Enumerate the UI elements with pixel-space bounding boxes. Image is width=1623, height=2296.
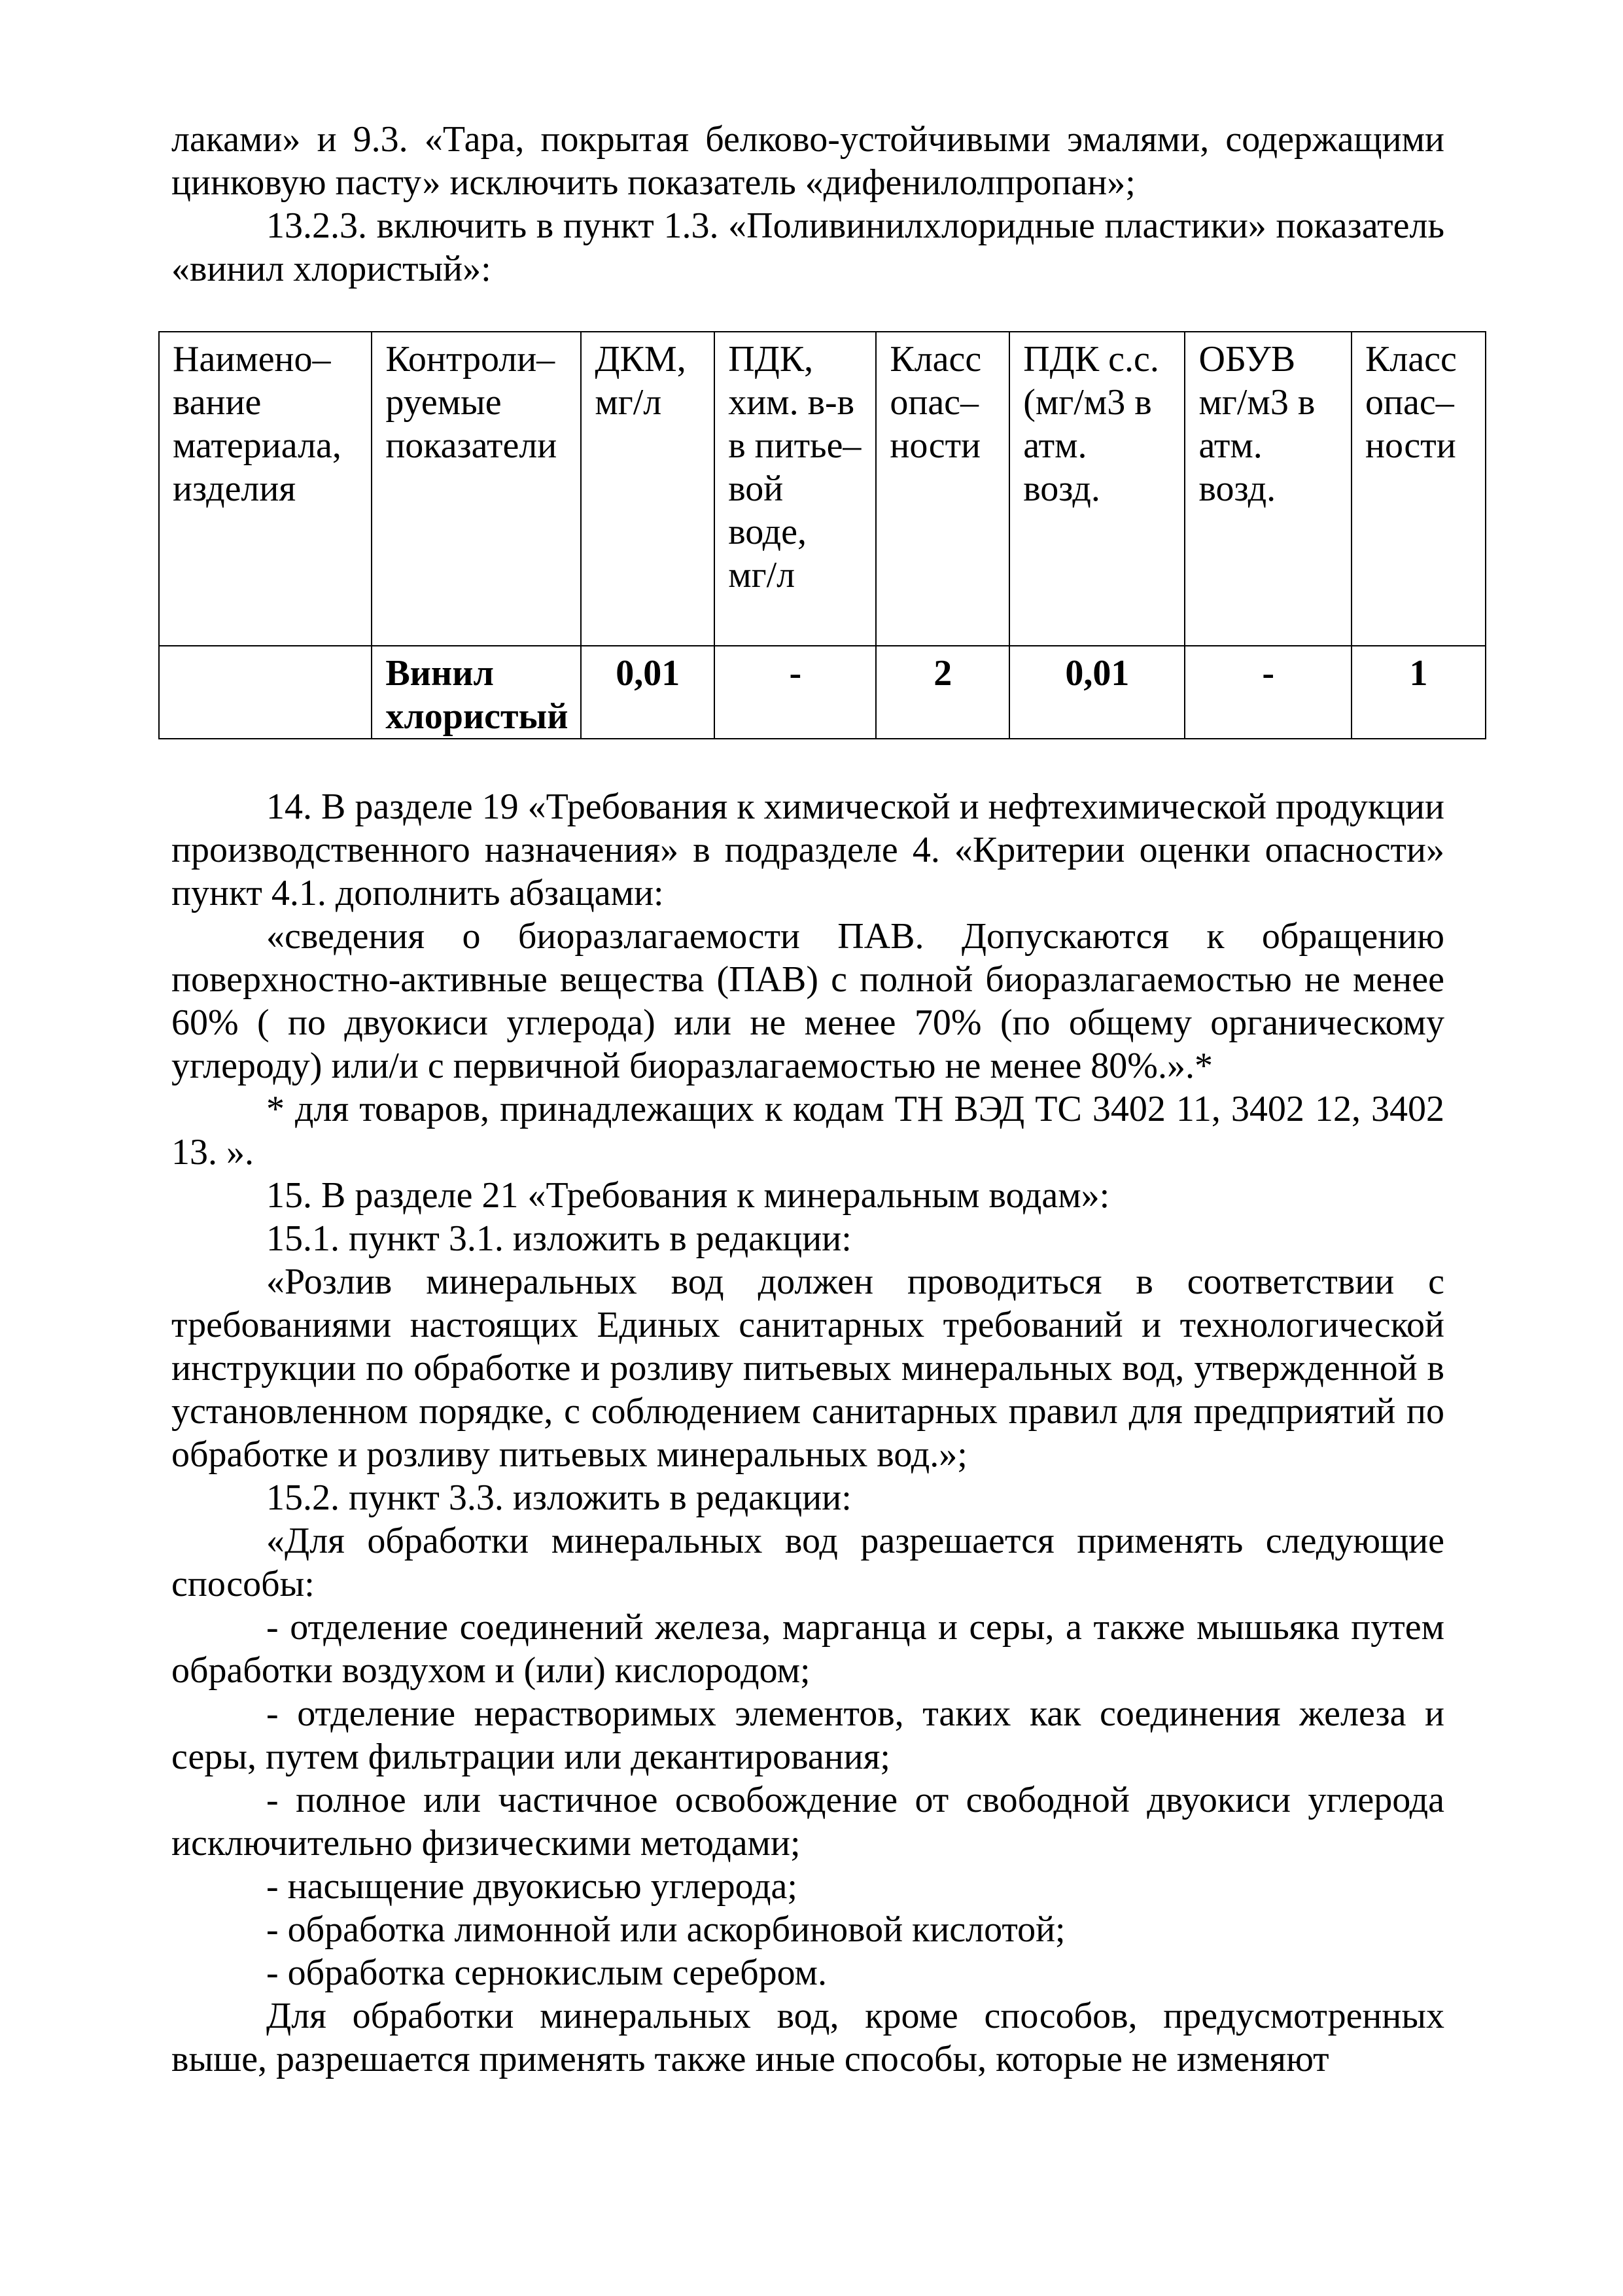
header-hazard-class-2: Класс опас– ности (1352, 332, 1486, 646)
table-header-row (159, 332, 1486, 646)
section-14-quote: «сведения о биоразлагаемости ПАВ. Допускаются к обращению поверхностно-активные вещества (ПАВ) с полной биоразлагаемостью не менее 60% ( по двуокиси углерода) или не менее 70% (по общему органическому углероду) или/и с первичной биоразлагаемостью не менее 80%.».* (171, 916, 1444, 1086)
clause-13-2-3: 13.2.3. включить в пункт 1.3. «Поливинилхлоридные пластики» показатель «винил хлористый»: (171, 205, 1444, 289)
indicators-table (158, 331, 1486, 739)
table-row (159, 646, 1486, 739)
header-material: Наимено– вание материала, изделия (159, 332, 372, 646)
method-item: - обработка сернокислым серебром. (266, 1952, 827, 1993)
header-pdk-air: ПДК с.с. (мг/м3 в атм. возд. (1009, 332, 1185, 646)
cell-hazard-class-1: 2 (876, 646, 1009, 739)
intro-paragraph: лаками» и 9.3. «Тара, покрытая белково-устойчивыми эмалями, содержащими цинковую пасту» исключить показатель «дифенилолпропан»; (171, 119, 1444, 203)
closing-paragraph: Для обработки минеральных вод, кроме способов, предусмотренных выше, разрешается применять также иные способы, которые не изменяют (171, 1996, 1444, 2079)
method-item: - насыщение двуокисью углерода; (266, 1866, 797, 1907)
cell-obuv: - (1185, 646, 1352, 739)
cell-dkm: 0,01 (581, 646, 714, 739)
clause-15-1-quote: «Розлив минеральных вод должен проводиться в соответствии с требованиями настоящих Единых санитарных требований и технологической инструкции по обработке и розливу питьевых минеральных вод, утвержденной в установленном порядке, с соблюдением санитарных правил для предприятий по обработке и розливу питьевых минеральных вод.»; (171, 1262, 1444, 1475)
clause-15-2-quote: «Для обработки минеральных вод разрешается применять следующие способы: (171, 1521, 1444, 1604)
clause-15-1: 15.1. пункт 3.1. изложить в редакции: (266, 1218, 852, 1259)
header-obuv: ОБУВ мг/м3 в атм. возд. (1185, 332, 1352, 646)
method-item: - отделение соединений железа, марганца и серы, а также мышьяка путем обработки воздухом и (или) кислородом; (171, 1607, 1444, 1691)
section-14-footnote: * для товаров, принадлежащих к кодам ТН ВЭД ТС 3402 11, 3402 12, 3402 13. ». (171, 1089, 1444, 1173)
clause-15-2: 15.2. пункт 3.3. изложить в редакции: (266, 1477, 852, 1518)
header-pdk-water: ПДК, хим. в-в в питье– вой воде, мг/л (714, 332, 876, 646)
method-item: - обработка лимонной или аскорбиновой кислотой; (266, 1909, 1066, 1950)
method-item: - отделение нерастворимых элементов, таких как соединения железа и серы, путем фильтрации или декантирования; (171, 1693, 1444, 1777)
cell-pdk-air: 0,01 (1009, 646, 1185, 739)
cell-indicator: Винил хлористый (372, 646, 581, 739)
document-page (171, 118, 1457, 2081)
section-14: 14. В разделе 19 «Требования к химической и нефтехимической продукции производственного назначения» в подразделе 4. «Критерии оценки опасности» пункт 4.1. дополнить абзацами: (171, 786, 1444, 913)
method-item: - полное или частичное освобождение от свободной двуокиси углерода исключительно физическими методами; (171, 1780, 1444, 1863)
header-indicators: Контроли– руемые показатели (372, 332, 581, 646)
header-hazard-class-1: Класс опас– ности (876, 332, 1009, 646)
cell-hazard-class-2: 1 (1352, 646, 1486, 739)
cell-material (159, 646, 372, 739)
cell-pdk-water: - (714, 646, 876, 739)
header-dkm: ДКМ, мг/л (581, 332, 714, 646)
section-15: 15. В разделе 21 «Требования к минеральным водам»: (266, 1175, 1110, 1216)
